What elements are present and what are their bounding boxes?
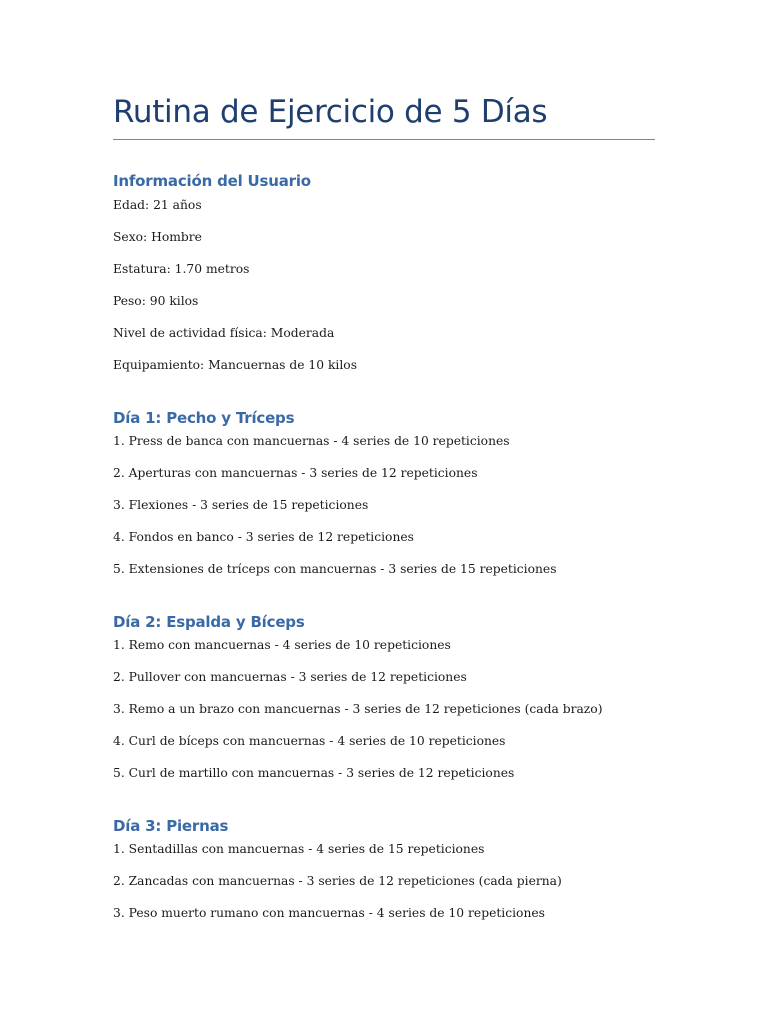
user-info-line: Sexo: Hombre [113, 230, 202, 244]
user-info-line: Peso: 90 kilos [113, 294, 199, 308]
document-title: Rutina de Ejercicio de 5 Días [113, 94, 548, 130]
exercise-line: 2. Zancadas con mancuernas - 3 series de 12 repeticiones (cada pierna) [113, 874, 562, 888]
exercise-line: 1. Remo con mancuernas - 4 series de 10 repeticiones [113, 638, 451, 652]
exercise-line: 3. Remo a un brazo con mancuernas - 3 series de 12 repeticiones (cada brazo) [113, 702, 603, 716]
exercise-line: 3. Peso muerto rumano con mancuernas - 4 series de 10 repeticiones [113, 906, 545, 920]
exercise-line: 4. Curl de bíceps con mancuernas - 4 series de 10 repeticiones [113, 734, 506, 748]
exercise-line: 2. Aperturas con mancuernas - 3 series de 12 repeticiones [113, 466, 478, 480]
exercise-line: 5. Curl de martillo con mancuernas - 3 series de 12 repeticiones [113, 766, 515, 780]
title-underline [113, 139, 655, 140]
exercise-line: 5. Extensiones de tríceps con mancuernas - 3 series de 15 repeticiones [113, 562, 557, 576]
exercise-line: 1. Press de banca con mancuernas - 4 series de 10 repeticiones [113, 434, 510, 448]
user-info-line: Equipamiento: Mancuernas de 10 kilos [113, 358, 358, 372]
section-heading-day-2: Día 2: Espalda y Bíceps [113, 613, 305, 631]
exercise-line: 3. Flexiones - 3 series de 15 repeticiones [113, 498, 369, 512]
exercise-line: 2. Pullover con mancuernas - 3 series de 12 repeticiones [113, 670, 467, 684]
exercise-line: 1. Sentadillas con mancuernas - 4 series de 15 repeticiones [113, 842, 485, 856]
section-heading-user-info: Información del Usuario [113, 172, 311, 190]
user-info-line: Edad: 21 años [113, 198, 202, 212]
section-heading-day-1: Día 1: Pecho y Tríceps [113, 409, 295, 427]
section-heading-day-3: Día 3: Piernas [113, 817, 229, 835]
exercise-line: 4. Fondos en banco - 3 series de 12 repeticiones [113, 530, 414, 544]
user-info-line: Nivel de actividad física: Moderada [113, 326, 335, 340]
user-info-line: Estatura: 1.70 metros [113, 262, 250, 276]
